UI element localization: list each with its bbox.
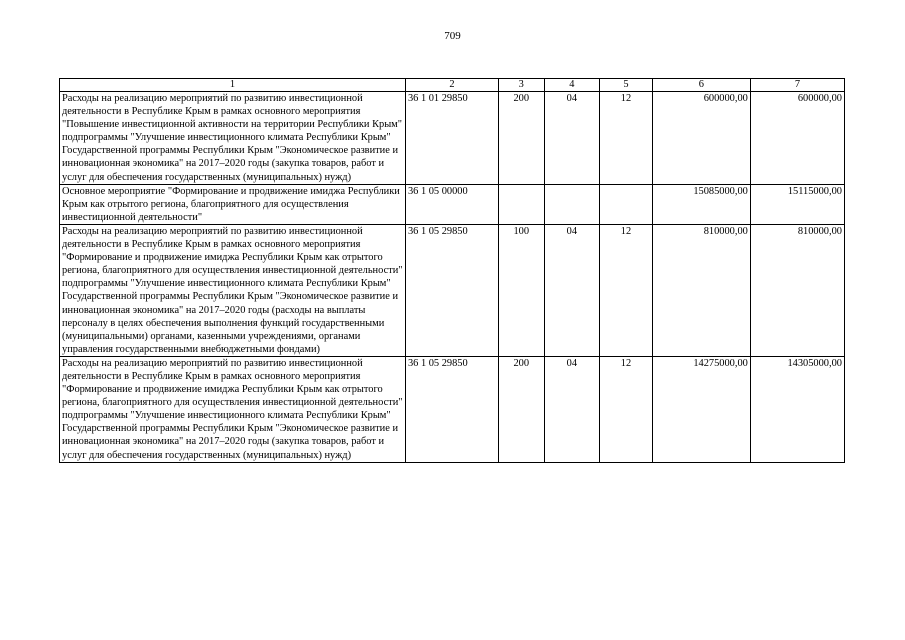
row-amount-col6: 810000,00: [652, 224, 750, 356]
row-col5: 12: [600, 224, 653, 356]
row-col5: 12: [600, 92, 653, 185]
row-code: 36 1 05 00000: [405, 184, 498, 224]
row-code: 36 1 01 29850: [405, 92, 498, 185]
table-row: [60, 356, 845, 462]
row-amount-col7: 810000,00: [750, 224, 844, 356]
row-amount-col6: 15085000,00: [652, 184, 750, 224]
row-description: Расходы на реализацию мероприятий по развитию инвестиционной деятельности в Республике Крым в рамках основного мероприятия "Формирование и продвижение имиджа Республики Крым как отрытого региона, благоприятного для осуществления инвестиционной деятельности" подпрограммы "Улучшение инвестиционного климата Республики Крым" Государственной программы Республики Крым "Экономическое развитие и инновационная экономика" на 2017–2020 годы (расходы на выплаты персоналу в целях обеспечения выполнения функций государственными (муниципальными) органами, казенными учреждениями, органами управления государственными внебюджетными фондами): [60, 224, 406, 356]
row-description: Расходы на реализацию мероприятий по развитию инвестиционной деятельности в Республике Крым в рамках основного мероприятия "Повышение инвестиционной активности на территории Республики Крым" подпрограммы "Улучшение инвестиционного климата Республики Крым" Государственной программы Республики Крым "Экономическое развитие и инновационная экономика" на 2017–2020 годы (закупка товаров, работ и услуг для обеспечения государственных (муниципальных) нужд): [60, 92, 406, 185]
row-col5: [600, 184, 653, 224]
header-cell: 6: [652, 79, 750, 92]
row-amount-col7: 600000,00: [750, 92, 844, 185]
table-row: [60, 224, 845, 356]
row-col3: 200: [499, 92, 545, 185]
page-number: 709: [444, 30, 461, 42]
row-description: Основное мероприятие "Формирование и продвижение имиджа Республики Крым как отрытого региона, благоприятного для осуществления инвестиционной деятельности": [60, 184, 406, 224]
header-cell: 1: [60, 79, 406, 92]
row-col4: [544, 184, 600, 224]
row-code: 36 1 05 29850: [405, 356, 498, 462]
row-col4: 04: [544, 92, 600, 185]
row-col5: 12: [600, 356, 653, 462]
row-amount-col7: 14305000,00: [750, 356, 844, 462]
header-cell: 5: [600, 79, 653, 92]
row-col3: 200: [499, 356, 545, 462]
row-col3: [499, 184, 545, 224]
budget-table: [59, 78, 845, 463]
row-description: Расходы на реализацию мероприятий по развитию инвестиционной деятельности в Республике Крым в рамках основного мероприятия "Формирование и продвижение имиджа Республики Крым как отрытого региона, благоприятного для осуществления инвестиционной деятельности" подпрограммы "Улучшение инвестиционного климата Республики Крым" Государственной программы Республики Крым "Экономическое развитие и инновационная экономика" на 2017–2020 годы (закупка товаров, работ и услуг для обеспечения государственных (муниципальных) нужд): [60, 356, 406, 462]
row-amount-col7: 15115000,00: [750, 184, 844, 224]
row-amount-col6: 14275000,00: [652, 356, 750, 462]
row-col3: 100: [499, 224, 545, 356]
row-col4: 04: [544, 224, 600, 356]
row-code: 36 1 05 29850: [405, 224, 498, 356]
row-col4: 04: [544, 356, 600, 462]
table-header-row: [60, 79, 845, 92]
header-cell: 4: [544, 79, 600, 92]
table-row: [60, 92, 845, 185]
header-cell: 7: [750, 79, 844, 92]
header-cell: 2: [405, 79, 498, 92]
table-row: [60, 184, 845, 224]
header-cell: 3: [499, 79, 545, 92]
row-amount-col6: 600000,00: [652, 92, 750, 185]
